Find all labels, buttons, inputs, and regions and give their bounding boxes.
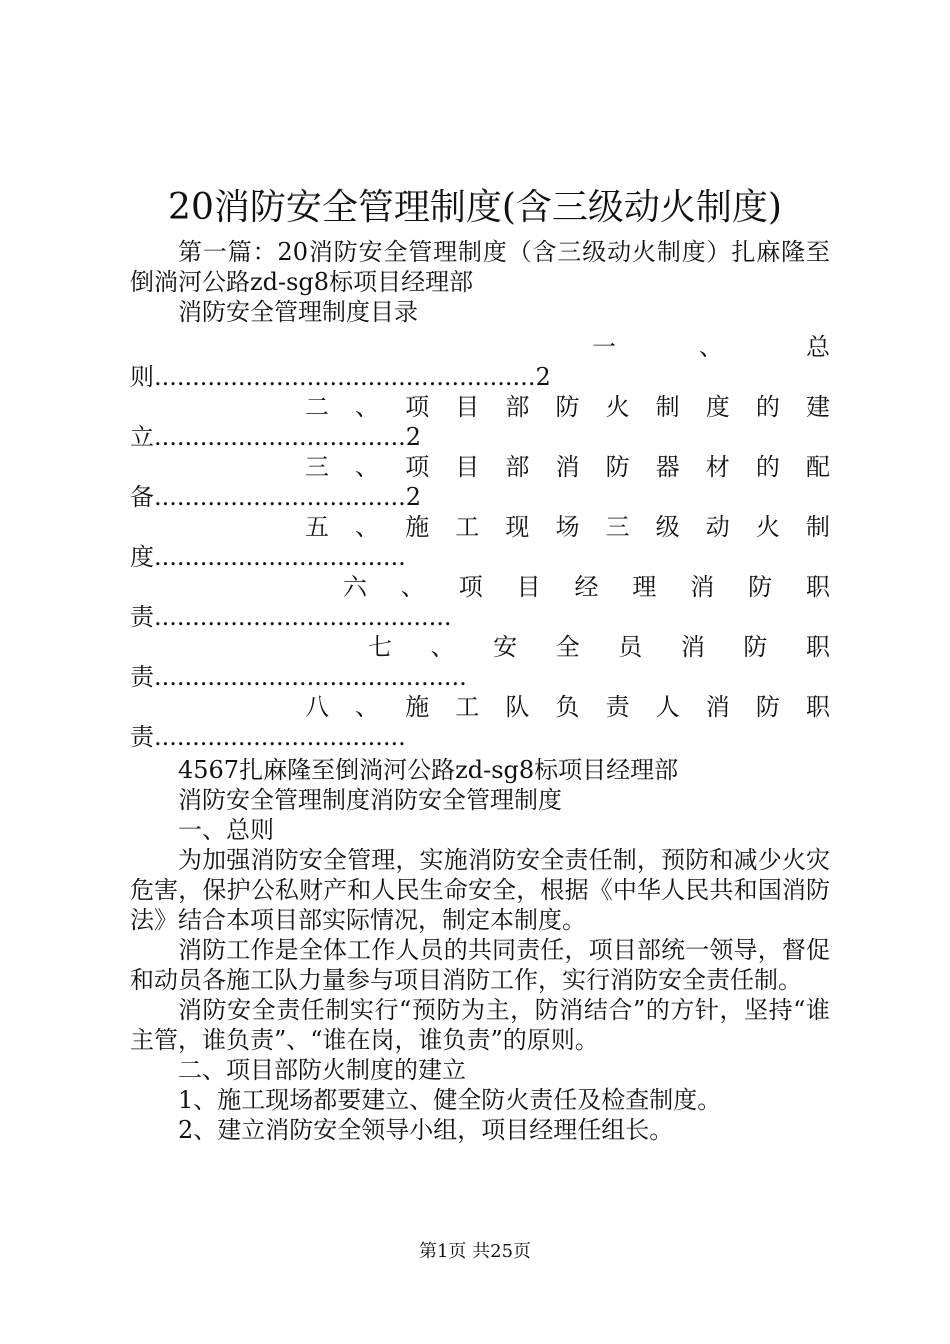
toc-char: 二: [305, 393, 329, 421]
toc-item-3: [130, 452, 830, 512]
toc-char: 场: [555, 513, 580, 541]
toc-char: 目: [455, 393, 480, 421]
toc-item-6: [130, 632, 830, 692]
section-heading: 二、项目部防火制度的建立: [178, 1056, 466, 1084]
toc-char: 三: [305, 453, 329, 481]
section-title: 消防安全管理制度消防安全管理制度: [178, 786, 562, 814]
toc-item-2: [130, 392, 830, 452]
toc-char: 一: [592, 333, 616, 361]
toc-char: 材: [705, 453, 730, 481]
toc-char: 目: [455, 453, 480, 481]
toc-char: 、: [430, 633, 455, 661]
toc-char: 经: [574, 573, 599, 601]
toc-char: 、: [355, 513, 380, 541]
toc-char: 项: [405, 453, 430, 481]
toc-char: 部: [505, 453, 530, 481]
page-footer: 第1页 共25页: [418, 1241, 532, 1262]
list-item: 2、建立消防安全领导小组，项目经理任组长。: [178, 1116, 674, 1144]
toc-char: 队: [505, 693, 530, 721]
toc-char: 负: [555, 693, 580, 721]
toc-char: 级: [655, 513, 680, 541]
paragraph: 消防工作是全体工作人员的共同责任，项目部统一领导，督促和动员各施工队力量参与项目消防工作，实行消防安全责任制。: [130, 936, 830, 994]
toc-char: 建: [805, 393, 830, 421]
toc-char: 员: [618, 633, 643, 661]
toc-char: 、: [355, 693, 380, 721]
toc-item-4: [130, 512, 830, 572]
toc-char: 的: [755, 453, 780, 481]
toc-leader: 度.................................: [130, 543, 406, 571]
toc-char: 工: [455, 693, 480, 721]
toc-char: 职: [806, 573, 830, 601]
toc-char: 项: [458, 573, 483, 601]
document-title: 20消防安全管理制度(含三级动火制度): [168, 187, 782, 228]
toc-char: 目: [516, 573, 541, 601]
toc-char: 理: [632, 573, 657, 601]
toc-char: 火: [605, 393, 630, 421]
toc-char: 项: [405, 393, 430, 421]
paragraph: 消防安全责任制实行“预防为主，防消结合”的方针，坚持“谁主管，谁负责”、“谁在岗，谁负责”的原则。: [130, 996, 830, 1054]
paragraph: 为加强消防安全管理，实施消防安全责任制，预防和减少火灾危害，保护公私财产和人民生命安全，根据《中华人民共和国消防法》结合本项目部实际情况，制定本制度。: [130, 846, 830, 934]
toc-char: 消: [555, 453, 580, 481]
toc-leader: 立.................................2: [130, 423, 422, 451]
toc-char: 八: [305, 693, 329, 721]
toc-item-5: [130, 572, 830, 632]
toc-char: 防: [555, 393, 580, 421]
toc-char: 、: [699, 333, 723, 361]
toc-char: 职: [805, 633, 830, 661]
toc-char: 责: [605, 693, 630, 721]
toc-char: 消: [690, 573, 715, 601]
toc-char: 现: [505, 513, 530, 541]
toc-char: 总: [806, 333, 830, 361]
toc-char: 施: [405, 693, 430, 721]
toc-char: 六: [343, 573, 367, 601]
toc-char: 防: [755, 693, 780, 721]
toc-char: 制: [655, 393, 680, 421]
toc-char: 安: [493, 633, 518, 661]
toc-char: 消: [705, 693, 730, 721]
toc-char: 消: [680, 633, 705, 661]
header-line: 4567扎麻隆至倒淌河公路zd-sg8标项目经理部: [178, 756, 679, 784]
toc-item-7: [130, 692, 830, 752]
toc-leader: 则..................................................2: [130, 363, 551, 391]
toc-char: 防: [748, 573, 773, 601]
toc-char: 度: [705, 393, 730, 421]
toc-item-1: [130, 332, 830, 392]
toc-char: 防: [743, 633, 768, 661]
toc-char: 五: [305, 513, 329, 541]
toc-char: 人: [655, 693, 680, 721]
list-item: 1、施工现场都要建立、健全防火责任及检查制度。: [178, 1086, 722, 1114]
toc-char: 动: [705, 513, 730, 541]
toc-char: 防: [605, 453, 630, 481]
toc-char: 、: [355, 393, 380, 421]
toc-char: 火: [755, 513, 780, 541]
toc-char: 、: [400, 573, 425, 601]
toc-char: 器: [655, 453, 680, 481]
toc-char: 全: [555, 633, 580, 661]
toc-heading: 消防安全管理制度目录: [178, 298, 418, 326]
toc-char: 制: [805, 513, 830, 541]
toc-char: 三: [605, 513, 630, 541]
intro-section: [130, 237, 830, 327]
toc-char: 、: [355, 453, 380, 481]
toc-char: 的: [755, 393, 780, 421]
toc-leader: 备.................................2: [130, 483, 422, 511]
toc-char: 施: [405, 513, 430, 541]
toc-leader: 责.........................................: [130, 663, 467, 691]
section-heading: 一、总则: [178, 816, 274, 844]
main-body: [130, 755, 830, 1145]
toc-leader: 责.................................: [130, 723, 406, 751]
toc-char: 工: [455, 513, 480, 541]
toc-char: 配: [805, 453, 830, 481]
toc-char: 七: [368, 633, 392, 661]
toc-leader: 责.......................................: [130, 603, 452, 631]
intro-paragraph: 第一篇：20消防安全管理制度（含三级动火制度）扎麻隆至倒淌河公路zd-sg8标项目经理部: [130, 238, 830, 296]
toc-char: 部: [505, 393, 530, 421]
toc-char: 职: [805, 693, 830, 721]
